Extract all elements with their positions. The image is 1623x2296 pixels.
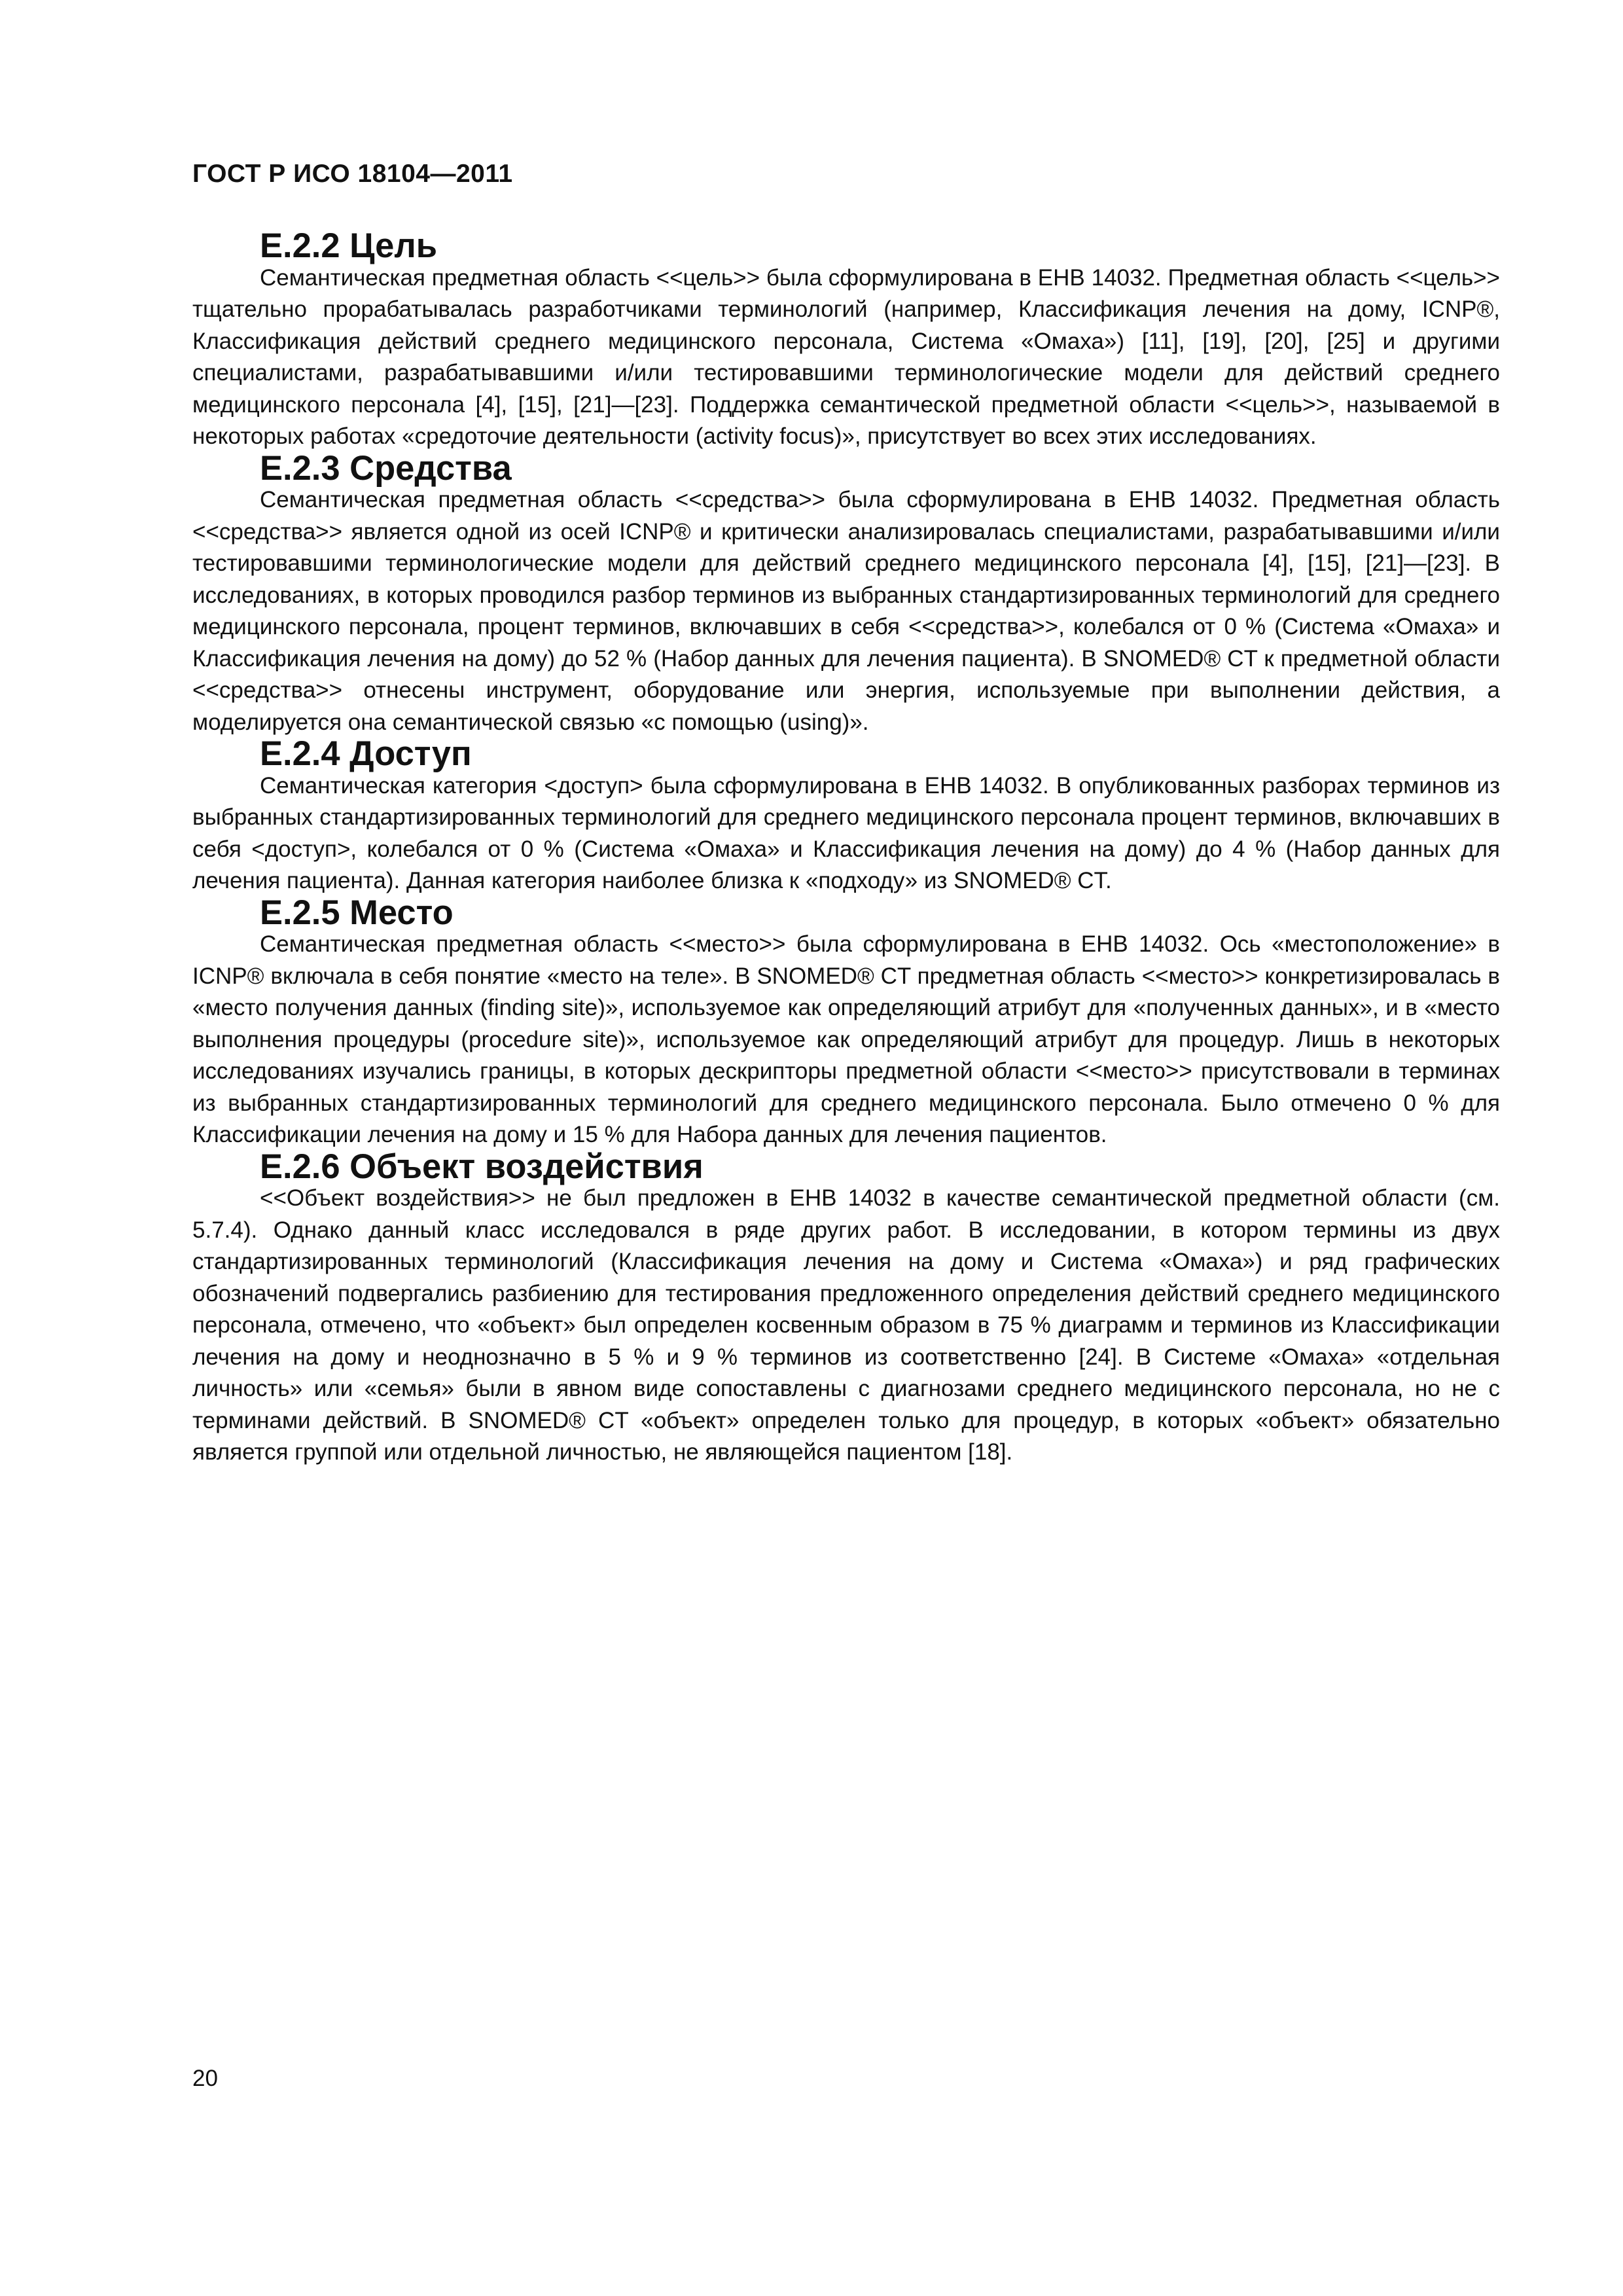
section-paragraph: Семантическая предметная область <<место>> была сформулирована в ЕНВ 14032. Ось «местоположение» в ICNP® включала в себя понятие «место на теле». В SNOMED® CT предметная область <<место>> конкретизировалась в «место получения данных (finding site)», используемое как определяющий атрибут для «полученных данных», и в «место выполнения процедуры (procedure site)», используемое как определяющий атрибут для процедур. Лишь в некоторых исследованиях изучались границы, в которых дескрипторы предметной области <<место>> присутствовали в терминах из выбранных стандартизированных терминологий для среднего медицинского персонала. Было отмечено 0 % для Классификации лечения на дому и 15 % для Набора данных для лечения пациентов.: [192, 931, 1500, 1147]
section-title: Е.2.4 Доступ: [260, 734, 472, 773]
section-title: Е.2.2 Цель: [260, 226, 437, 265]
section-paragraph: Семантическая предметная область <<цель>> была сформулирована в ЕНВ 14032. Предметная область <<цель>> тщательно прорабатывалась разработчиками терминологий (например, Классификация лечения на дому, ICNP®, Классификация действий среднего медицинского персонала, Система «Омаха») [11], [19], [20], [25] и другими специалистами, разрабатывавшими и/или тестировавшими терминологические модели для действий среднего медицинского персонала [4], [15], [21]—[23]. Поддержка семантической предметной области <<цель>>, называемой в некоторых работах «средоточие деятельности (activity focus)», присутствует во всех этих исследованиях.: [192, 264, 1500, 449]
section-title: Е.2.6 Объект воздействия: [260, 1147, 704, 1186]
section-goal: [192, 226, 1500, 453]
section-recipient: [192, 1147, 1500, 1469]
section-means: [192, 448, 1500, 739]
section-site: [192, 893, 1500, 1151]
standard-header: ГОСТ Р ИСО 18104—2011: [192, 160, 513, 188]
section-paragraph: Семантическая предметная область <<средства>> была сформулирована в ЕНВ 14032. Предметная область <<средства>> является одной из осей ICNP® и критически анализировалась специалистами, разрабатывавшими и/или тестировавшими терминологические модели для действий среднего медицинского персонала [4], [15], [21]—[23]. В исследованиях, в которых проводился разбор терминов из выбранных стандартизированных терминологий для среднего медицинского персонала, процент терминов, включавших в себя <<средства>>, колебался от 0 % (Система «Омаха» и Классификация лечения на дому) до 52 % (Набор данных для лечения пациента). В SNOMED® CT к предметной области <<средства>> отнесены инструмент, оборудование или энергия, используемые при выполнении действия, а моделируется она семантической связью «с помощью (using)».: [192, 487, 1500, 735]
section-title: Е.2.5 Место: [260, 893, 454, 932]
section-title: Е.2.3 Средства: [260, 448, 512, 488]
document-body: [192, 226, 1500, 1469]
section-access: [192, 734, 1500, 897]
page-number: 20: [192, 2066, 218, 2091]
section-paragraph: <<Объект воздействия>> не был предложен в ЕНВ 14032 в качестве семантической предметной области (см. 5.7.4). Однако данный класс исследовался в ряде других работ. В исследовании, в котором термины из двух стандартизированных терминологий (Классификация лечения на дому и Система «Омаха») и ряд графических обозначений подвергались разбиению для тестирования предложенного определения действий среднего медицинского персонала, отмечено, что «объект» был определен косвенным образом в 75 % диаграмм и терминов из Классификации лечения на дому и неоднозначно в 5 % и 9 % терминов из соответственно [24]. В Системе «Омаха» «отдельная личность» или «семья» были в явном виде сопоставлены с диагнозами среднего медицинского персонала, но не с терминами действий. В SNOMED® CT «объект» определен только для процедур, в которых «объект» обязательно является группой или отдельной личностью, не являющейся пациентом [18].: [192, 1185, 1500, 1465]
section-paragraph: Семантическая категория <доступ> была сформулирована в ЕНВ 14032. В опубликованных разборах терминов из выбранных стандартизированных терминологий для среднего медицинского персонала процент терминов, включавших в себя <доступ>, колебался от 0 % (Система «Омаха» и Классификация лечения на дому) до 4 % (Набор данных для лечения пациента). Данная категория наиболее близка к «подходу» из SNOMED® CT.: [192, 772, 1500, 893]
